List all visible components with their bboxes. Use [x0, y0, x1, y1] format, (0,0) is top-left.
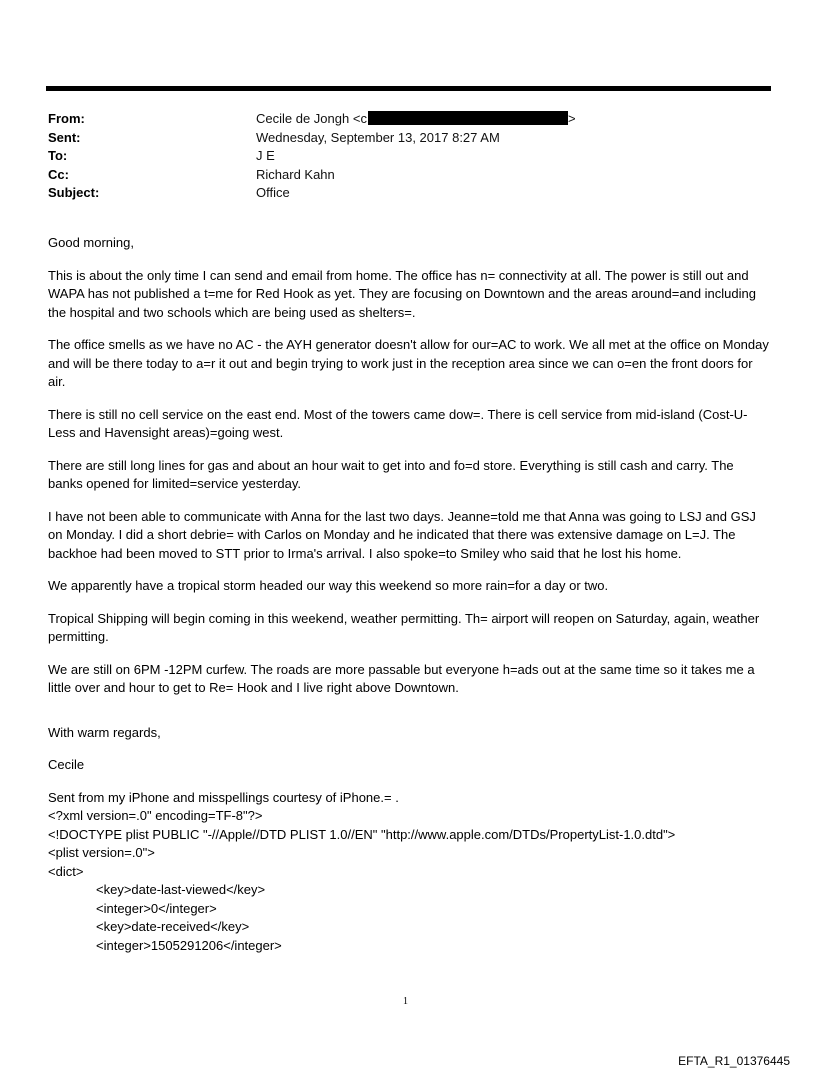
body-paragraph: We are still on 6PM -12PM curfew. The roads are more passable but everyone h=ads out at the same time so it takes me a little over and hour to get to Re= Hook and I live right above Downtown.	[48, 661, 755, 695]
from-row	[48, 110, 576, 129]
sent-value: Wednesday, September 13, 2017 8:27 AM	[256, 129, 500, 145]
sent-label: Sent:	[48, 129, 81, 145]
body-paragraph: There is still no cell service on the east end. Most of the towers came dow=. There is cell service from mid-island (Cost-U-Less and Havensight areas)=going west.	[48, 406, 748, 440]
to-row	[48, 147, 576, 166]
from-name: Cecile de Jongh <	[256, 111, 361, 126]
from-value	[256, 110, 576, 129]
xml-line: <!DOCTYPE plist PUBLIC "-//Apple//DTD PLIST 1.0//EN" "http://www.apple.com/DTDs/PropertyList-1.0.dtd">	[48, 826, 676, 842]
xml-line: <key>date-received</key>	[96, 919, 250, 934]
closing: With warm regards,	[48, 724, 161, 740]
email-body	[48, 234, 770, 955]
body-paragraph: This is about the only time I can send and email from home. The office has n= connectivity at all. The power is still out and WAPA has not published a t=me for Red Hook as yet. They are focusing on Downtown and the areas around=and including the hospital and two schools which are being used as shelters=.	[48, 267, 756, 320]
xml-line: <plist version=.0">	[48, 845, 155, 860]
body-paragraph: We apparently have a tropical storm headed our way this weekend so more rain=for a day or two.	[48, 578, 609, 593]
xml-line: <integer>0</integer>	[96, 900, 217, 916]
to-label: To:	[48, 148, 68, 163]
to-value: J E	[256, 148, 275, 163]
bates-number: EFTA_R1_01376445	[678, 1054, 790, 1068]
greeting: Good morning,	[48, 235, 134, 250]
xml-line: <?xml version=.0" encoding=TF-8"?>	[48, 808, 263, 823]
xml-line: <dict>	[48, 863, 84, 879]
header-rule	[46, 86, 771, 91]
xml-line: <key>date-last-viewed</key>	[96, 882, 266, 897]
subject-value: Office	[256, 185, 290, 200]
redaction-bar	[368, 111, 568, 125]
sent-row	[48, 129, 576, 148]
body-paragraph: I have not been able to communicate with Anna for the last two days. Jeanne=told me that Anna was going to LSJ and GSJ on Monday. I did a short debrie= with Carlos on Monday and he indicated that there was extensive damage on L=J. The backhoe had been moved to STT prior to Irma's arrival. I also spoke=to Smiley who said that he lost his home.	[48, 508, 756, 561]
body-paragraph: Tropical Shipping will begin coming in this weekend, weather permitting. Th= airport will reopen on Saturday, again, weather permitting.	[48, 610, 760, 644]
subject-label: Subject:	[48, 185, 100, 200]
cc-row	[48, 166, 576, 185]
subject-row	[48, 184, 576, 203]
email-header	[48, 110, 576, 203]
signature: Cecile	[48, 757, 85, 772]
plist-block	[48, 789, 770, 956]
sent-from-line: Sent from my iPhone and misspellings courtesy of iPhone.= .	[48, 789, 399, 805]
from-label: From:	[48, 111, 85, 126]
cc-label: Cc:	[48, 166, 69, 182]
body-paragraph: There are still long lines for gas and about an hour wait to get into and fo=d store. Everything is still cash and carry. The banks opened for limited=service yesterday.	[48, 457, 734, 491]
page-number: 1	[403, 996, 408, 1007]
xml-line: <integer>1505291206</integer>	[96, 937, 282, 953]
from-close: >	[567, 111, 576, 126]
from-partial: c	[360, 111, 367, 126]
cc-value: Richard Kahn	[256, 166, 335, 182]
body-paragraph: The office smells as we have no AC - the AYH generator doesn't allow for our=AC to work. We all met at the office on Monday and will be there today to a=r it out and begin trying to work just in the reception area since we can o=en the front doors for air.	[48, 337, 769, 389]
